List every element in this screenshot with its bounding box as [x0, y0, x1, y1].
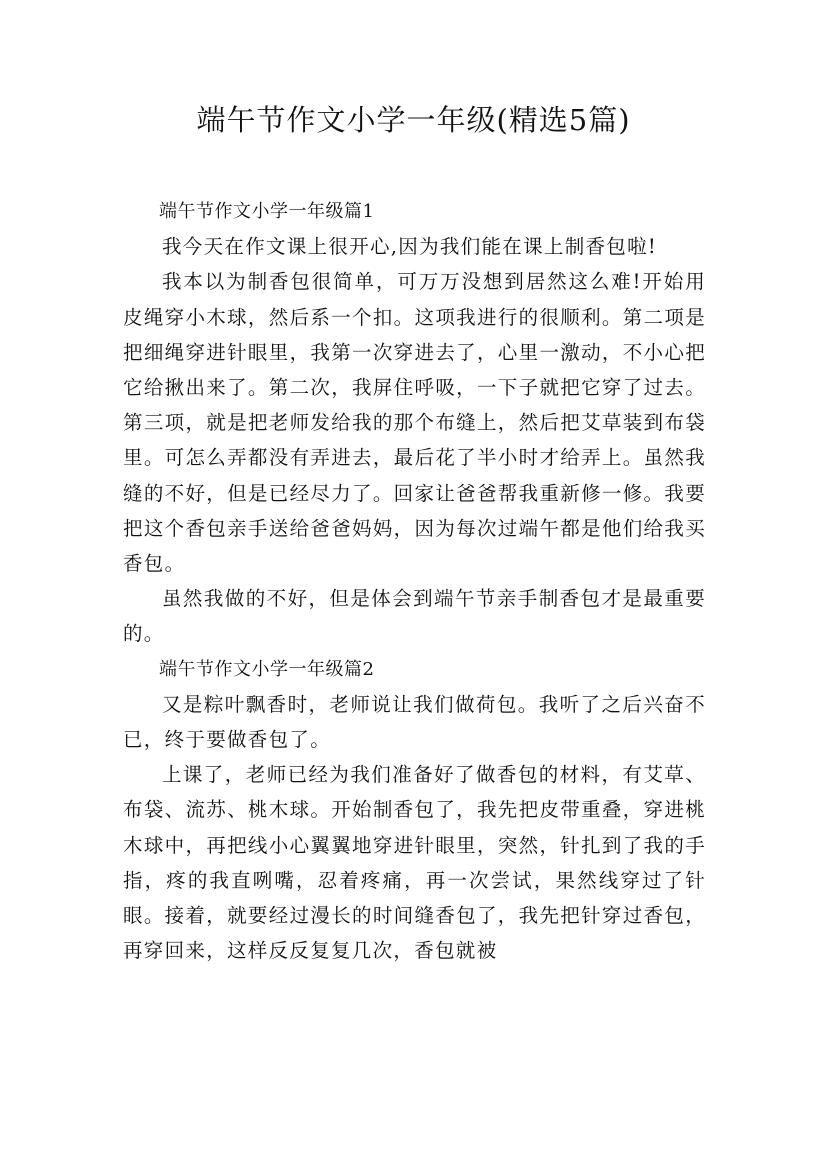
paragraph: 上课了，老师已经为我们准备好了做香包的材料，有艾草、布袋、流苏、桃木球。开始制香包了，我先把皮带重叠，穿进桃木球中，再把线小心翼翼地穿进针眼里，突然，针扎到了我的手指，疼的我直咧嘴，忍着疼痛，再一次尝试，果然线穿过了针眼。接着，就要经过漫长的时间缝香包了，我先把针穿过香包，再穿回来，这样反反复复几次，香包就被	[123, 763, 706, 963]
paragraph: 虽然我做的不好，但是体会到端午节亲手制香包才是最重要的。	[123, 587, 706, 646]
paragraph: 又是粽叶飘香时，老师说让我们做荷包。我听了之后兴奋不已，终于要做香包了。	[123, 692, 706, 752]
paragraph: 我本以为制香包很简单，可万万没想到居然这么难!开始用皮绳穿小木球，然后系一个扣。这项我进行的很顺利。第二项是把细绳穿进针眼里，我第一次穿进去了，心里一激动，不小心把它给揪出来了。第二次，我屏住呼吸，一下子就把它穿了过去。第三项，就是把老师发给我的那个布缝上，然后把艾草装到布袋里。可怎么弄都没有弄进去，最后花了半小时才给弄上。虽然我缝的不好，但是已经尽力了。回家让爸爸帮我重新修一修。我要把这个香包亲手送给爸爸妈妈，因为每次过端午都是他们给我买香包。	[123, 270, 706, 576]
section-heading: 端午节作文小学一年级篇2	[159, 658, 375, 680]
section-heading: 端午节作文小学一年级篇1	[159, 201, 375, 222]
paragraph: 我今天在作文课上很开心,因为我们能在课上制香包啦!	[162, 235, 658, 259]
article-body	[123, 194, 706, 968]
page-title: 端午节作文小学一年级(精选5篇)	[196, 103, 631, 137]
